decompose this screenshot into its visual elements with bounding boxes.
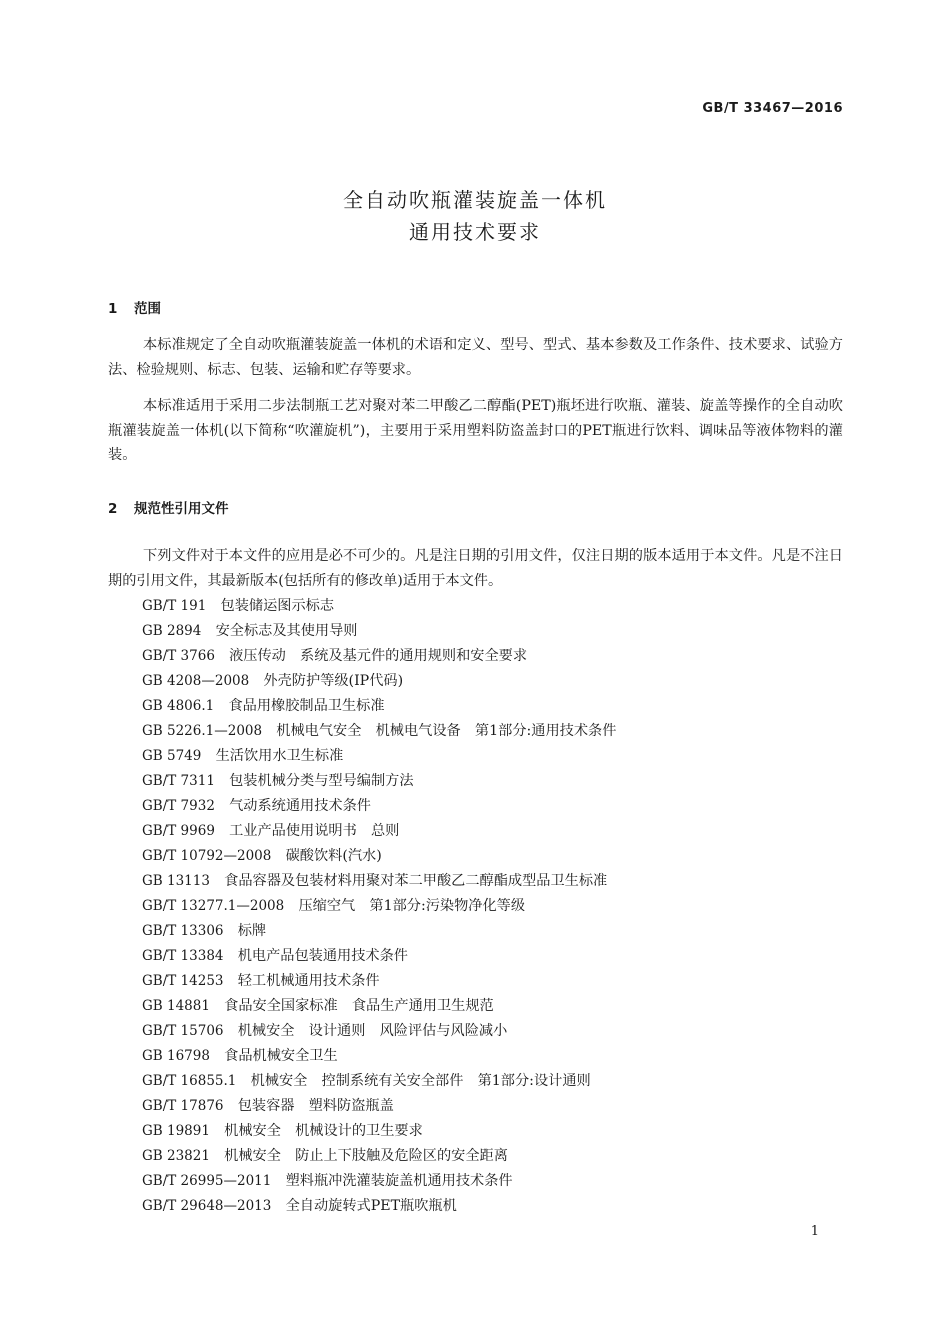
reference-code: GB/T 29648—2013 xyxy=(142,1198,272,1215)
reference-code: GB/T 7311 xyxy=(142,773,215,790)
normative-references-intro: 下列文件对于本文件的应用是必不可少的。凡是注日期的引用文件，仅注日期的版本适用于本文件。凡是不注日期的引用文件，其最新版本(包括所有的修改单)适用于本文件。 xyxy=(108,548,843,589)
reference-code: GB 16798 xyxy=(142,1048,210,1065)
reference-item xyxy=(142,869,616,894)
reference-code: GB/T 15706 xyxy=(142,1023,224,1040)
reference-title: 包装储运图示标志 xyxy=(220,598,335,614)
reference-code: GB/T 13306 xyxy=(142,923,224,940)
section-number: 2 xyxy=(108,501,118,517)
reference-item xyxy=(142,719,616,744)
section-title: 规范性引用文件 xyxy=(134,501,229,517)
reference-title: 机械电气安全 机械电气设备 第1部分:通用技术条件 xyxy=(276,723,617,740)
reference-item xyxy=(142,894,616,919)
reference-item xyxy=(142,969,616,994)
reference-code: GB/T 191 xyxy=(142,598,207,614)
scope-paragraph-2: 本标准适用于采用二步法制瓶工艺对聚对苯二甲酸乙二醇酯(PET)瓶坯进行吹瓶、灌装、旋盖等操作的全自动吹瓶灌装旋盖一体机(以下简称“吹灌旋机”)，主要用于采用塑料防盗盖封口的PET瓶进行饮料、调味品等液体物料的灌装。 xyxy=(108,398,843,463)
reference-item xyxy=(142,1044,616,1069)
reference-title: 轻工机械通用技术条件 xyxy=(237,973,380,990)
reference-list xyxy=(142,594,616,1219)
reference-item xyxy=(142,669,616,694)
section-2-heading xyxy=(108,497,229,517)
reference-title: 包装容器 塑料防盗瓶盖 xyxy=(237,1098,394,1115)
reference-title: 标牌 xyxy=(237,923,267,940)
reference-title: 食品安全国家标准 食品生产通用卫生规范 xyxy=(224,998,494,1015)
scope-paragraph-1: 本标准规定了全自动吹瓶灌装旋盖一体机的术语和定义、型号、型式、基本参数及工作条件、技术要求、试验方法、检验规则、标志、包装、运输和贮存等要求。 xyxy=(108,337,843,378)
reference-title: 包装机械分类与型号编制方法 xyxy=(229,773,414,790)
reference-code: GB 14881 xyxy=(142,998,210,1015)
section-1-heading xyxy=(108,297,161,317)
reference-title: 气动系统通用技术条件 xyxy=(229,798,371,815)
section-number: 1 xyxy=(108,301,118,317)
reference-code: GB 5749 xyxy=(142,748,202,765)
reference-item xyxy=(142,819,616,844)
reference-title: 机械安全 防止上下肢触及危险区的安全距离 xyxy=(224,1148,508,1165)
reference-code: GB/T 14253 xyxy=(142,973,224,990)
reference-title: 食品容器及包装材料用聚对苯二甲酸乙二醇酯成型品卫生标准 xyxy=(224,873,608,890)
reference-code: GB/T 26995—2011 xyxy=(142,1173,272,1190)
reference-item xyxy=(142,844,616,869)
reference-title: 机械安全 设计通则 风险评估与风险减小 xyxy=(237,1023,508,1040)
reference-code: GB/T 16855.1 xyxy=(142,1073,237,1090)
reference-title: 机械安全 机械设计的卫生要求 xyxy=(224,1123,423,1140)
reference-item xyxy=(142,1194,616,1219)
reference-title: 机械安全 控制系统有关安全部件 第1部分:设计通则 xyxy=(250,1073,591,1090)
reference-item xyxy=(142,594,616,619)
reference-title: 食品机械安全卫生 xyxy=(224,1048,338,1065)
reference-item xyxy=(142,919,616,944)
reference-title: 机电产品包装通用技术条件 xyxy=(237,948,408,965)
reference-title: 碳酸饮料(汽水) xyxy=(285,848,382,865)
reference-title: 食品用橡胶制品卫生标准 xyxy=(228,698,385,715)
reference-item xyxy=(142,1069,616,1094)
reference-title: 生活饮用水卫生标准 xyxy=(215,748,344,765)
reference-item xyxy=(142,794,616,819)
reference-code: GB/T 10792—2008 xyxy=(142,848,272,865)
reference-item xyxy=(142,619,616,644)
reference-code: GB/T 7932 xyxy=(142,798,215,815)
reference-title: 压缩空气 第1部分:污染物净化等级 xyxy=(298,898,526,915)
reference-title: 液压传动 系统及基元件的通用规则和安全要求 xyxy=(229,648,528,665)
reference-code: GB 2894 xyxy=(142,623,202,640)
reference-code: GB 4208—2008 xyxy=(142,673,250,690)
reference-code: GB 13113 xyxy=(142,873,210,890)
reference-code: GB 4806.1 xyxy=(142,698,215,715)
reference-code: GB/T 3766 xyxy=(142,648,215,665)
reference-code: GB/T 17876 xyxy=(142,1098,224,1115)
reference-title: 全自动旋转式PET瓶吹瓶机 xyxy=(285,1198,457,1215)
reference-item xyxy=(142,644,616,669)
reference-code: GB 5226.1—2008 xyxy=(142,723,263,740)
reference-title: 安全标志及其使用导则 xyxy=(215,623,358,640)
reference-item xyxy=(142,694,616,719)
reference-code: GB 19891 xyxy=(142,1123,210,1140)
section-title: 范围 xyxy=(134,301,161,317)
document-title-line-2: 通用技术要求 xyxy=(409,220,541,244)
reference-title: 塑料瓶冲洗灌装旋盖机通用技术条件 xyxy=(285,1173,513,1190)
reference-item xyxy=(142,1144,616,1169)
reference-code: GB/T 13384 xyxy=(142,948,224,965)
reference-item xyxy=(142,1019,616,1044)
reference-item xyxy=(142,1119,616,1144)
reference-code: GB 23821 xyxy=(142,1148,210,1165)
reference-item xyxy=(142,1094,616,1119)
reference-item xyxy=(142,994,616,1019)
reference-code: GB/T 9969 xyxy=(142,823,215,840)
page-number: 1 xyxy=(810,1224,819,1239)
standard-code: GB/T 33467—2016 xyxy=(702,101,843,116)
reference-title: 外壳防护等级(IP代码) xyxy=(263,673,404,690)
reference-item xyxy=(142,944,616,969)
reference-item xyxy=(142,769,616,794)
reference-code: GB/T 13277.1—2008 xyxy=(142,898,285,915)
reference-title: 工业产品使用说明书 总则 xyxy=(229,823,400,840)
reference-item xyxy=(142,1169,616,1194)
reference-item xyxy=(142,744,616,769)
document-title-line-1: 全自动吹瓶灌装旋盖一体机 xyxy=(343,188,607,212)
